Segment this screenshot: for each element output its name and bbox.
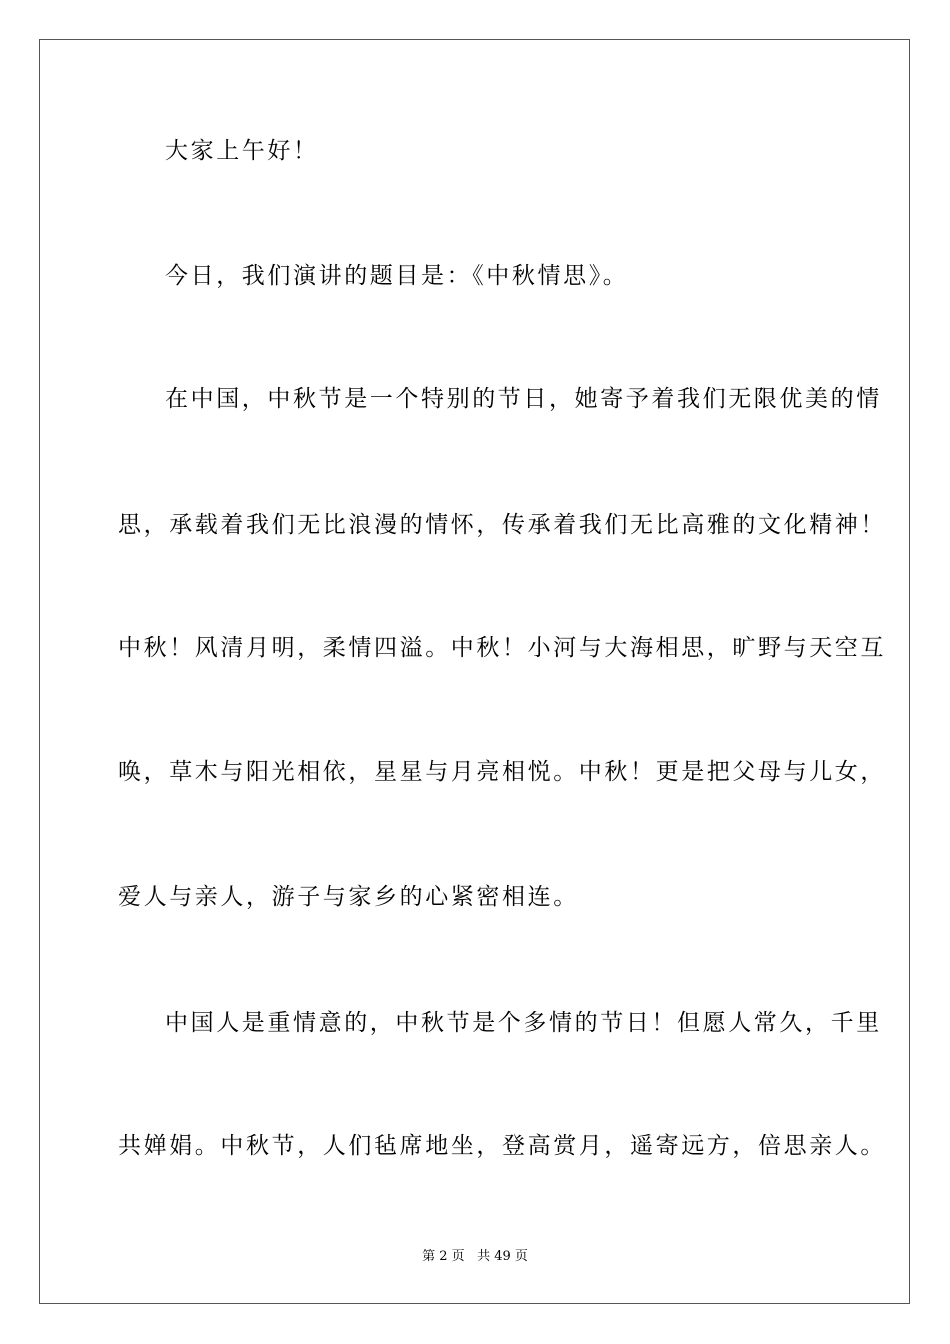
topic-line: 今日，我们演讲的题目是：《中秋情思》。 [165,263,629,289]
page-footer [0,1248,950,1266]
paragraph-line: 爱人与亲人，游子与家乡的心紧密相连。 [118,884,579,910]
paragraph-line: 唤，草木与阳光相依，星星与月亮相悦。中秋！更是把父母与儿女， [118,759,886,785]
page-border [39,39,910,1304]
page-total: 共 49 页 [477,1249,528,1264]
paragraph-line: 共婵娟。中秋节，人们毡席地坐，登高赏月，遥寄远方，倍思亲人。 [118,1133,886,1159]
paragraph-line: 中秋！风清月明，柔情四溢。中秋！小河与大海相思，旷野与天空互 [118,635,886,661]
paragraph-line: 思，承载着我们无比浪漫的情怀，传承着我们无比高雅的文化精神！ [118,512,886,538]
page-number: 第 2 页 [422,1249,465,1264]
greeting-line: 大家上午好！ [165,138,319,164]
paragraph-line: 中国人是重情意的，中秋节是个多情的节日！但愿人常久，千里 [165,1010,882,1036]
paragraph-line: 在中国，中秋节是一个特别的节日，她寄予着我们无限优美的情 [165,386,882,412]
